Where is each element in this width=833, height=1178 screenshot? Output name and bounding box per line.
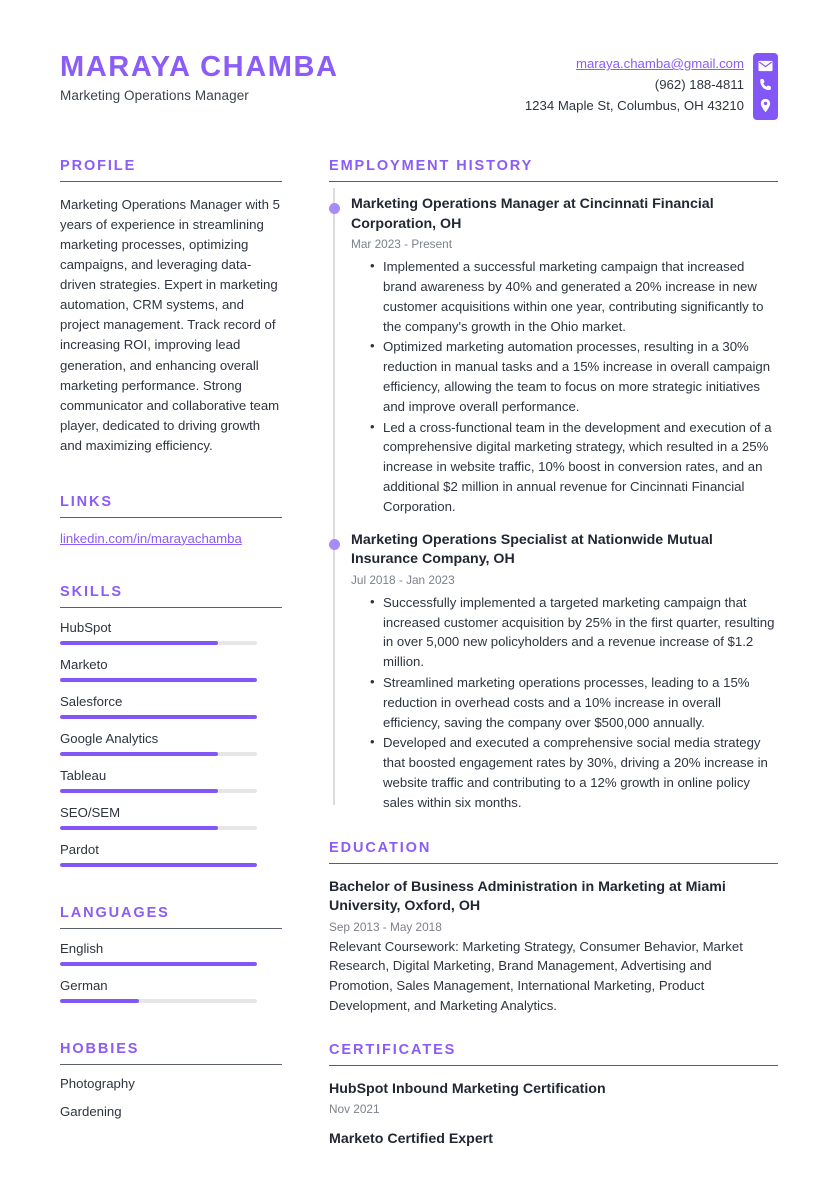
contact-icon-bar	[753, 53, 778, 120]
section-divider	[60, 1064, 282, 1065]
phone-icon	[759, 78, 773, 92]
section-hobbies	[60, 1041, 282, 1121]
bullet-item: • Developed and executed a comprehensive social media strategy that boosted engagement rates by 30%, driving a 20% increase in website traffic and contributing to a 12% growth in online policy sales within six months.	[370, 733, 778, 812]
skill-level-fill	[60, 826, 218, 830]
spacer	[329, 814, 778, 840]
bullet-item: • Successfully implemented a targeted marketing campaign that increased customer acquisition by 25% in the first quarter, resulting in over 5,000 new policyholders and a revenue increase of $1.2 million.	[370, 593, 778, 672]
language-label: English	[60, 940, 104, 956]
profile-summary-text: Marketing Operations Manager with 5 years of experience in streamlining marketing processes, optimizing campaigns, and leveraging data-driven strategies. Expert in marketing automation, CRM systems, and project management. Track record of increasing ROI, improving lead generation, and enhancing overall marketing performance. Strong communicator and collaborative team player, dedicated to driving growth and maximizing efficiency.	[60, 197, 280, 453]
contact-address: 1234 Maple St, Columbus, OH 43210	[524, 97, 744, 113]
skill-item	[60, 620, 282, 645]
education-title: Bachelor of Business Administration in Marketing at Miami University, Oxford, OH	[329, 878, 726, 915]
employment-entry	[351, 518, 778, 813]
skill-level-fill	[60, 752, 218, 756]
skill-level-track	[60, 752, 257, 756]
bullet-item: • Optimized marketing automation processes, resulting in a 30% reduction in manual tasks and a 15% increase in overall campaign efficiency, allowing the team to focus on more strategic initiatives and improve overall performance.	[370, 337, 778, 416]
skill-level-fill	[60, 678, 257, 682]
certificate-entry	[329, 1130, 778, 1150]
bullet-item: • Implemented a successful marketing campaign that increased brand awareness by 40% and generated a 20% increase in new customer acquisitions within one year, contributing significantly to the company's growth in the Ohio market.	[370, 257, 778, 336]
section-profile	[60, 158, 282, 456]
main-column	[329, 158, 778, 1150]
skill-level-track	[60, 826, 257, 830]
certificate-entry	[329, 1080, 778, 1117]
skill-label: SEO/SEM	[60, 804, 121, 820]
skill-item	[60, 694, 282, 719]
section-divider	[329, 863, 778, 864]
location-pin-icon	[759, 98, 772, 113]
certificate-date: Nov 2021	[329, 1102, 380, 1117]
skill-item	[60, 768, 282, 793]
page-title: MARAYA CHAMBA	[60, 51, 339, 83]
section-heading-certificates: CERTIFICATES	[329, 1041, 457, 1058]
section-heading-hobbies: HOBBIES	[60, 1040, 140, 1057]
skill-item	[60, 805, 282, 830]
employment-bullets	[351, 257, 778, 516]
section-heading-links: LINKS	[60, 493, 113, 510]
section-employment-history	[329, 158, 778, 813]
skill-item	[60, 842, 282, 867]
skill-level-fill	[60, 789, 218, 793]
section-languages	[60, 905, 282, 1003]
hobby-item: Photography	[60, 1075, 135, 1091]
section-divider	[60, 517, 282, 518]
timeline-dot-icon	[329, 539, 340, 550]
section-heading-profile: PROFILE	[60, 158, 137, 174]
language-level-track	[60, 962, 257, 966]
section-heading-languages: LANGUAGES	[60, 904, 170, 921]
section-divider	[329, 1065, 778, 1066]
section-education	[329, 840, 778, 1016]
skill-item	[60, 657, 282, 682]
link-item-linkedin[interactable]: linkedin.com/in/marayachamba	[60, 530, 242, 546]
skill-label: Tableau	[60, 767, 107, 783]
employment-title: Marketing Operations Manager at Cincinnati Financial Corporation, OH	[351, 196, 714, 232]
skill-item	[60, 731, 282, 756]
education-description: Relevant Coursework: Marketing Strategy, Consumer Behavior, Market Research, Digital Marketing, Brand Management, Advertising and Promotion, Sales Management, International Marketing, Product Development, and Marketing Analytics.	[329, 938, 743, 1014]
section-heading-skills: SKILLS	[60, 583, 123, 600]
resume-body	[60, 158, 778, 1150]
section-divider	[60, 928, 282, 929]
timeline-dot-icon	[329, 203, 340, 214]
skill-level-track	[60, 641, 257, 645]
skill-label: HubSpot	[60, 619, 112, 635]
contact-details	[525, 54, 753, 117]
employment-title: Marketing Operations Specialist at Nationwide Mutual Insurance Company, OH	[351, 531, 713, 568]
language-item	[60, 941, 282, 966]
language-level-fill	[60, 962, 257, 966]
skill-label: Salesforce	[60, 693, 123, 709]
spacer	[60, 456, 282, 494]
bullet-item: • Streamlined marketing operations processes, leading to a 15% reduction in overhead costs and a 10% increase in overall efficiency, saving the company over $500,000 annually.	[370, 673, 778, 732]
section-divider	[60, 607, 282, 608]
employment-timeline	[329, 182, 778, 813]
spacer	[60, 867, 282, 905]
skill-level-track	[60, 715, 257, 719]
employment-entry	[351, 182, 778, 517]
employment-date: Mar 2023 - Present	[351, 237, 452, 252]
skill-label: Marketo	[60, 656, 108, 672]
language-item	[60, 978, 282, 1003]
hobby-item: Gardening	[60, 1103, 122, 1119]
skill-level-fill	[60, 641, 218, 645]
skill-label: Pardot	[60, 841, 99, 857]
header-job-title: Marketing Operations Manager	[60, 88, 249, 104]
header-identity	[60, 45, 339, 103]
education-entry	[329, 878, 778, 1016]
section-certificates	[329, 1042, 778, 1150]
section-skills	[60, 584, 282, 867]
bullet-item: • Led a cross-functional team in the development and execution of a comprehensive digital marketing strategy, which resulted in a 25% increase in website traffic, 10% boost in conversion rates, and an additional $2 million in annual revenue for Cincinnati Financial Corporation.	[370, 418, 778, 517]
employment-date: Jul 2018 - Jan 2023	[351, 572, 455, 587]
skill-level-track	[60, 678, 257, 682]
sidebar-column	[60, 158, 282, 1120]
language-label: German	[60, 977, 108, 993]
resume-header	[60, 45, 778, 120]
header-contact	[525, 45, 778, 120]
skill-level-fill	[60, 715, 257, 719]
spacer	[60, 546, 282, 584]
certificate-title: HubSpot Inbound Marketing Certification	[329, 1080, 606, 1097]
education-date: Sep 2013 - May 2018	[329, 919, 442, 934]
contact-phone: (962) 188-4811	[654, 76, 744, 92]
contact-email-link[interactable]: maraya.chamba@gmail.com	[575, 56, 744, 71]
skill-label: Google Analytics	[60, 730, 159, 746]
envelope-icon	[758, 60, 773, 72]
section-heading-education: EDUCATION	[329, 839, 432, 856]
skill-level-track	[60, 789, 257, 793]
section-links	[60, 494, 282, 546]
employment-bullets	[351, 593, 778, 813]
section-divider	[60, 181, 282, 182]
section-heading-employment: EMPLOYMENT HISTORY	[329, 158, 534, 174]
spacer	[329, 1016, 778, 1042]
spacer	[60, 1003, 282, 1041]
certificate-title: Marketo Certified Expert	[329, 1131, 493, 1148]
